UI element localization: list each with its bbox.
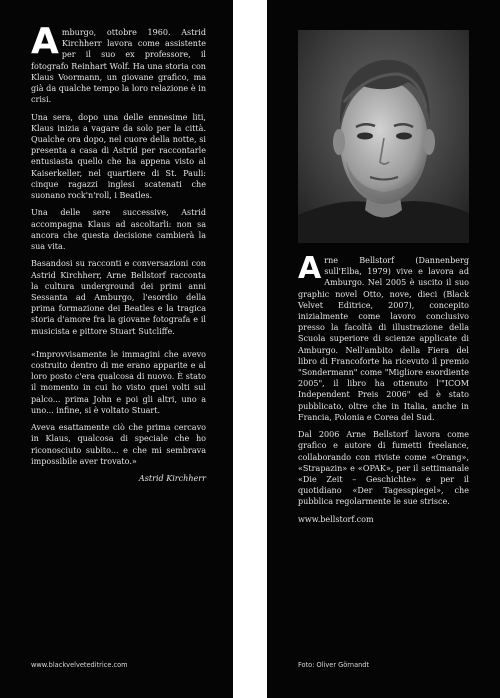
drop-cap: A — [298, 251, 322, 286]
synopsis-paragraph-1-text: mburgo, ottobre 1960. Astrid Kirchherr lavora come assistente per il suo ex professore, il fotografo Reinhart Wolf. Ha una storia con Klaus Voormann, un giovane grafico, ma già da qualche tempo la loro relazione è in crisi. — [31, 28, 206, 105]
photo-credit: Foto: Oliver Görnandt — [298, 661, 370, 669]
synopsis-paragraph-4: Basandosi su racconti e conversazioni con Astrid Kirchherr, Arne Bellstorf racconta la cultura underground dei primi anni Sessanta ad Amburgo, l'esordio della prima formazione dei Beatles e la tragica storia d'amore fra la giovane fotografa e il musicista e pittore Stuart Sutcliffe. — [31, 259, 206, 336]
quote-signature: Astrid Kirchherr — [138, 474, 206, 484]
drop-cap: A — [31, 21, 59, 62]
bio-paragraph-1-text: rne Bellstorf (Dannenberg sull'Elba, 1979) vive e lavora ad Amburgo. Nel 2005 è uscito il suo graphic novel Otto, nove, dieci (Black Velvet Editrice, 2007), concepito inizialmente come lavoro conclusivo presso la facoltà di illustrazione della Scuola superiore di scienze applicate di Amburgo. Nell'ambito della Fiera del libro di Francoforte ha ricevuto il premio "Sondermann" come "Migliore esordiente 2005", il libro ha ottenuto l'"ICOM Independent Preis 2006" ed è stato pubblicato, oltre che in Italia, anche in Francia, Polonia e Corea del Sud. — [298, 256, 469, 422]
synopsis-paragraph-1 — [31, 21, 206, 105]
center-gutter — [233, 0, 267, 698]
bio-paragraph-1 — [298, 251, 469, 423]
author-photo — [298, 30, 469, 243]
bio-paragraph-2: Dal 2006 Arne Bellstorf lavora come grafico e autore di fumetti freelance, collaborando con riviste come «Orang», «Strapazin» e «OPAK», per il settimanale «Die Zeit – Geschichte» e per il quotidiano «Der Tagesspiegel», che pubblica regolarmente le sue strisce. — [298, 430, 469, 507]
publisher-website[interactable]: www.blackvelveteditrice.com — [31, 661, 128, 669]
author-bio-column — [298, 251, 469, 531]
synopsis-paragraph-3: Una delle sere successive, Astrid accompagna Klaus ad ascoltarli: non sa ancora che questa decisione cambierà la sua vita. — [31, 208, 206, 252]
synopsis-column — [31, 21, 206, 484]
quote-paragraph-2: Aveva esattamente ciò che prima cercavo in Klaus, qualcosa di speciale che ho riconosciuto subito... e che mi sembrava impossibile aver trovato.» — [31, 423, 206, 466]
author-portrait-image — [298, 30, 469, 243]
quote-paragraph-1: «Improvvisamente le immagini che avevo costruito dentro di me erano apparite e al loro posto c'era qualcosa di nuovo. È stato il momento in cui ho visto quei volti sul palco... prima John e poi gli altri, uno a uno... infine, si è voltato Stuart. — [31, 349, 206, 415]
quote-block — [31, 349, 206, 485]
author-website[interactable]: www.bellstorf.com — [298, 514, 374, 524]
synopsis-paragraph-2: Una sera, dopo una delle ennesime liti, Klaus inizia a vagare da solo per la città. Qualche ora dopo, nel cuore della notte, si presenta a casa di Astrid per raccontarle entusiasta quello che ha appena visto al Kaiserkeller, nel quartiere di St. Pauli: cinque ragazzi inglesi scatenati che suonano rock'n'roll, i Beatles. — [31, 112, 206, 201]
